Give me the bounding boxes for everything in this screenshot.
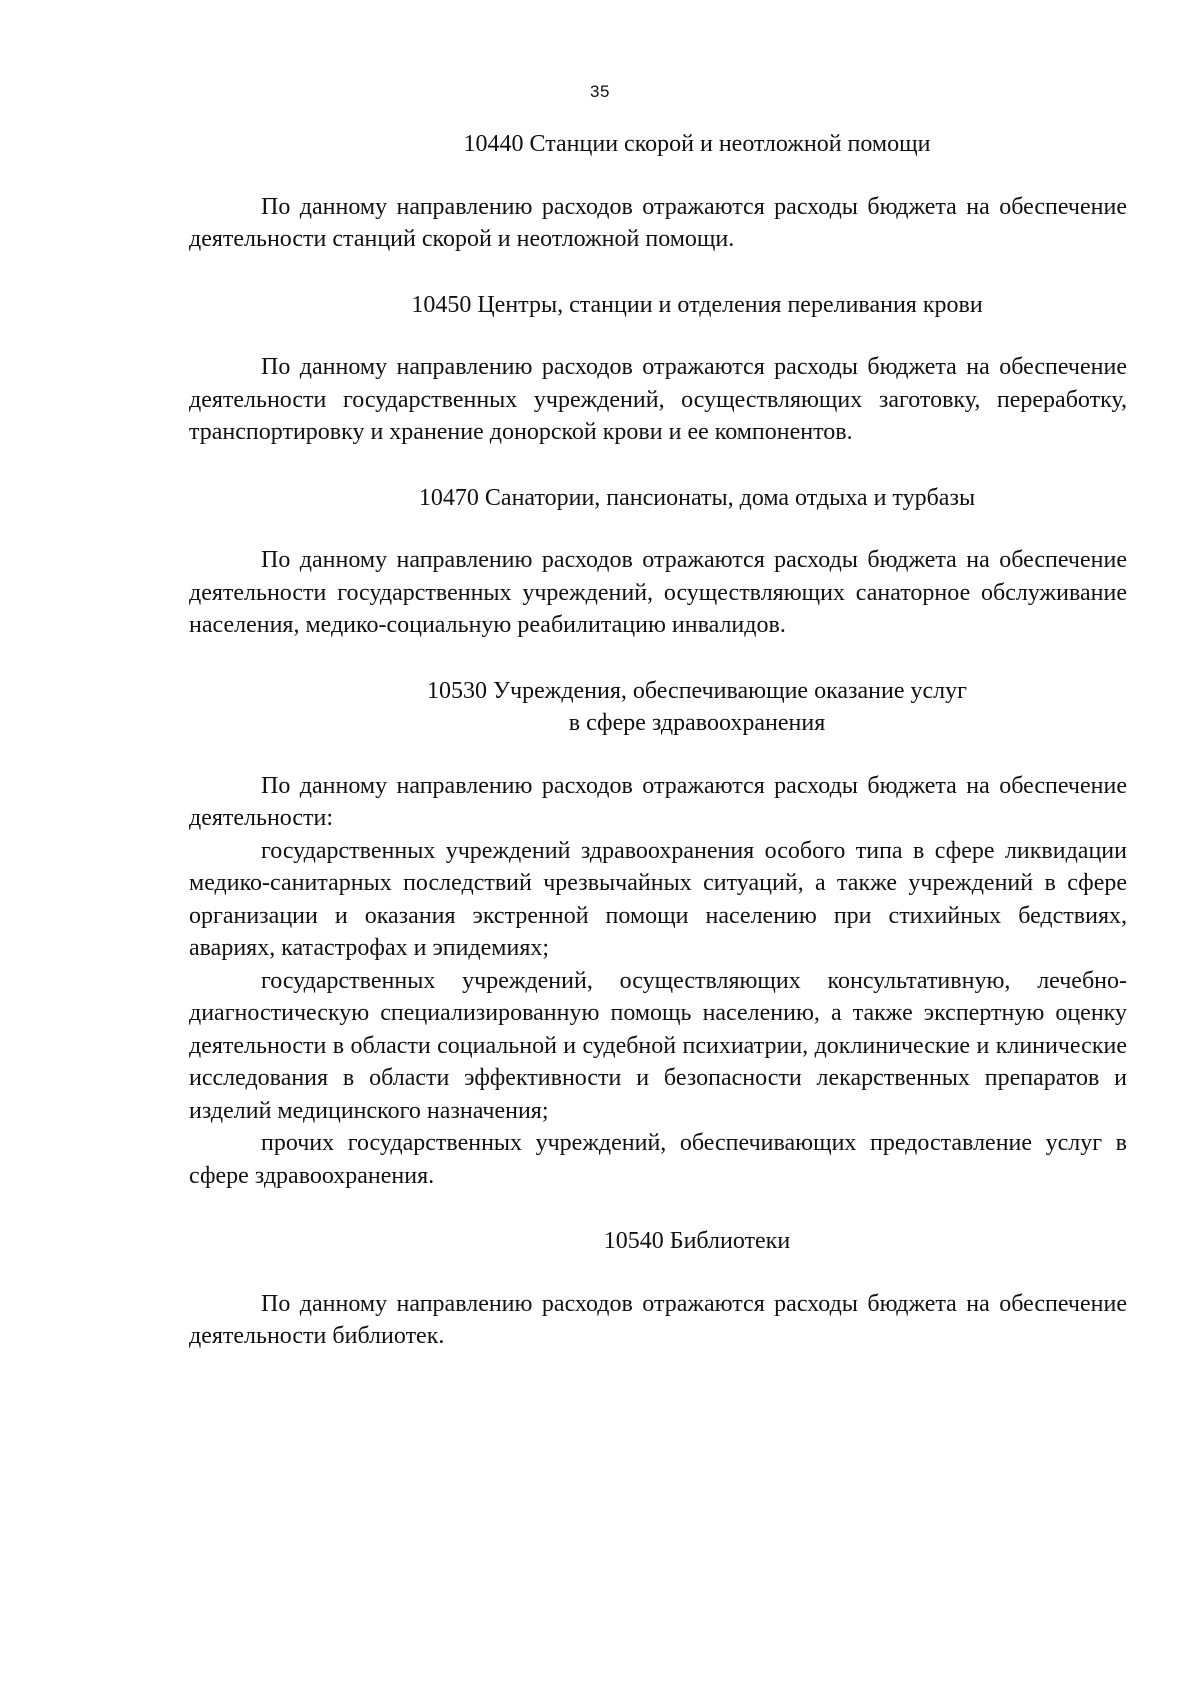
section-title (189, 1225, 1127, 1258)
section-title-line: 10440 Станции скорой и неотложной помощи (463, 131, 931, 157)
section-10530 (189, 675, 1127, 1193)
list-item: прочих государственных учреждений, обеспечивающих предоставление услуг в сфере здравоохранения. (189, 1130, 1127, 1189)
section-title-line: 10530 Учреждения, обеспечивающие оказание услуг (427, 677, 967, 704)
section-paragraph: По данному направлению расходов отражаются расходы бюджета на обеспечение деятельности: (189, 772, 1127, 831)
section-paragraph: По данному направлению расходов отражаются расходы бюджета на обеспечение деятельности библиотек. (189, 1290, 1127, 1349)
section-title (189, 289, 1127, 322)
section-paragraph: По данному направлению расходов отражаются расходы бюджета на обеспечение деятельности государственных учреждений, осуществляющих заготовку, переработку, транспортировку и хранение донорской крови и ее компонентов. (189, 354, 1127, 445)
section-title (189, 675, 1127, 740)
section-title-line: 10470 Санатории, пансионаты, дома отдыха и турбазы (418, 484, 976, 511)
document-body (189, 128, 1127, 1386)
section-title-line: 10540 Библиотеки (603, 1228, 791, 1254)
list-item: государственных учреждений, осуществляющих консультативную, лечебно-диагностическую специализированную помощь населению, а также экспертную оценку деятельности в области социальной и судебной психиатрии, доклинические и клинические исследования в области эффективности и безопасности лекарственных препаратов и изделий медицинского назначения; (189, 967, 1127, 1124)
section-title (189, 128, 1127, 161)
section-10450 (189, 289, 1127, 449)
section-title (189, 482, 1127, 515)
page-number: 35 (590, 82, 610, 101)
section-10540 (189, 1225, 1127, 1353)
section-10440 (189, 128, 1127, 256)
section-paragraph: По данному направлению расходов отражаются расходы бюджета на обеспечение деятельности станций скорой и неотложной помощи. (189, 193, 1127, 252)
section-title-line: в сфере здравоохранения (568, 710, 826, 736)
list-item: государственных учреждений здравоохранения особого типа в сфере ликвидации медико-санитарных последствий чрезвычайных ситуаций, а также учреждений в сфере организации и оказания экстренной помощи населению при стихийных бедствиях, авариях, катастрофах и эпидемиях; (189, 837, 1127, 961)
section-10470 (189, 482, 1127, 642)
section-paragraph: По данному направлению расходов отражаются расходы бюджета на обеспечение деятельности государственных учреждений, осуществляющих санаторное обслуживание населения, медико-социальную реабилитацию инвалидов. (189, 547, 1127, 638)
institution-list (189, 835, 1127, 1193)
section-title-line: 10450 Центры, станции и отделения переливания крови (411, 291, 983, 318)
